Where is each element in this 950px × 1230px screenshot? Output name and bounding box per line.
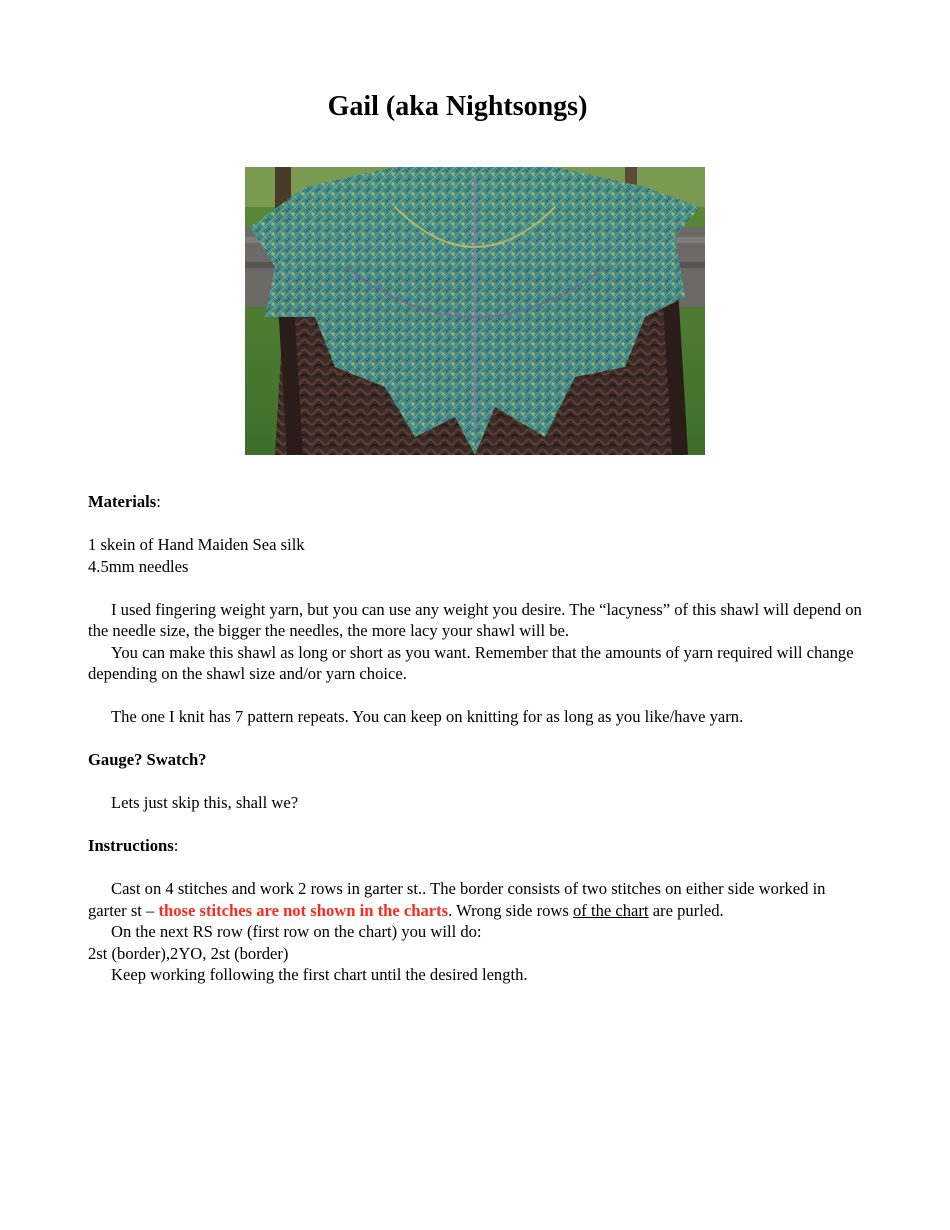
materials-paragraph-yarn: I used fingering weight yarn, but you can use any weight you desire. The “lacyness” of this shawl will depend on the needle size, the bigger the needles, the more lacy your shawl will be. [88,599,862,640]
instructions-paragraph-keep: Keep working following the first chart until the desired length. [111,965,528,984]
chart-underline: of the chart [572,900,649,920]
materials-paragraph-size: You can make this shawl as long or short as you want. Remember that the amounts of yarn required will change depending on the shawl size and/or yarn choice. [88,642,854,683]
materials-heading: Materials [88,492,157,511]
instructions-heading: Instructions [88,836,174,855]
instructions-paragraph-cast-on: Cast on 4 stitches and work 2 rows in garter st.. The border consists of two stitches on either side worked in garter st – those stitches are not shown in the charts. Wrong side rows of the chart are purled. [88,879,826,920]
gauge-text: Lets just skip this, shall we? [111,793,299,812]
gauge-heading: Gauge? Swatch? [88,750,207,769]
document-title: Gail (aka Nightsongs) [327,91,588,122]
materials-paragraph-repeats: The one I knit has 7 pattern repeats. You can keep on knitting for as long as you like/have yarn. [111,707,744,726]
materials-heading-line: Materials: [88,492,161,511]
gauge-heading-line [88,749,868,771]
document-body [88,491,868,986]
shawl-photo [245,167,705,455]
materials-item: 1 skein of Hand Maiden Sea silk [88,535,305,554]
instructions-heading-line: Instructions: [88,836,179,855]
charts-warning: those stitches are not shown in the charts [158,900,449,920]
instructions-paragraph-next-row: On the next RS row (first row on the chart) you will do: [111,922,482,941]
materials-item: 4.5mm needles [88,556,189,576]
instructions-row-formula: 2st (border),2YO, 2st (border) [88,943,289,963]
